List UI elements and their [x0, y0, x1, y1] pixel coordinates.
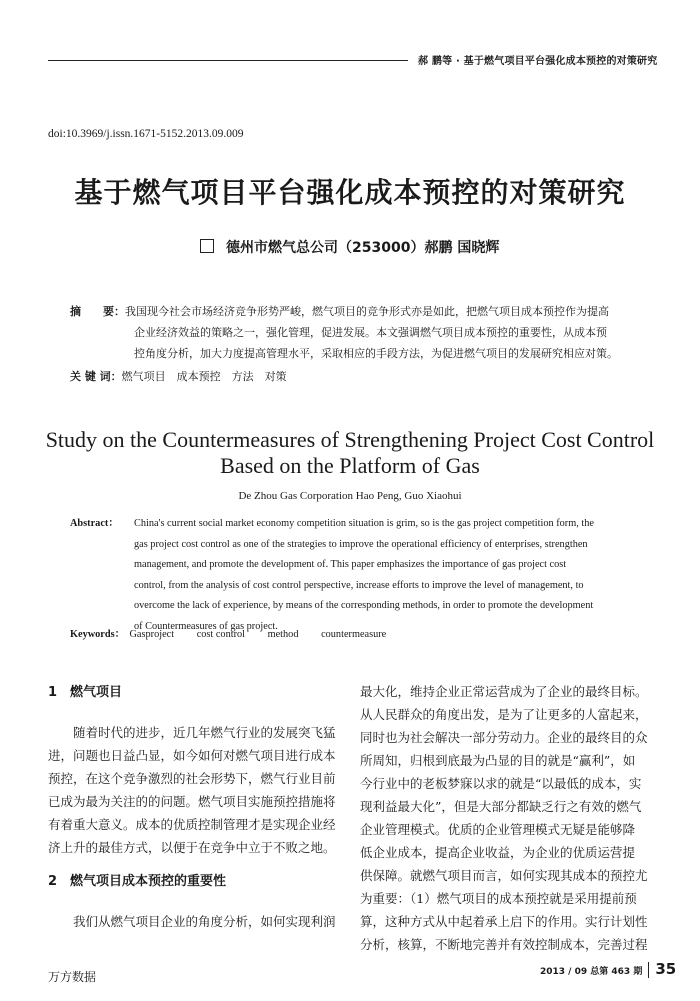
- body-line: 同时也为社会解决一部分劳动力。企业的最终目的众: [360, 730, 648, 745]
- abstract-cn-line: 控角度分析，加大力度提高管理水平，采取相应的手段方法，为促进燃气项目的发展研究相应对策。: [134, 347, 618, 360]
- body-line: 预控，在这个竞争激烈的社会形势下，燃气行业目前: [48, 771, 336, 786]
- left-column-paragraph-1: [48, 721, 340, 859]
- doi[interactable]: doi:10.3969/j.issn.1671-5152.2013.09.009: [48, 128, 244, 140]
- page-number: 35: [655, 960, 677, 978]
- abstract-en-line: overcome the lack of experience, by means of the corresponding methods, in order to promote the development: [134, 600, 594, 611]
- running-header: 郝 鹏等 · 基于燃气项目平台强化成本预控的对策研究: [418, 56, 658, 67]
- body-line: 所周知，归根到底最为凸显的目的就是“赢利”，如: [360, 753, 636, 768]
- body-line: 随着时代的进步，近几年燃气行业的发展突飞猛: [73, 725, 336, 740]
- byline-text: 德州市燃气总公司（253000）郝鹏 国晓辉: [226, 240, 500, 256]
- right-column: [360, 680, 656, 956]
- keywords-cn: [70, 366, 287, 387]
- square-bullet-icon: [200, 239, 214, 253]
- footer-page-info: [540, 960, 676, 978]
- title-en-line1: Study on the Countermeasures of Strengthening Project Cost Control: [45, 427, 655, 452]
- abstract-en-line: of Countermeasures of gas project.: [134, 620, 278, 632]
- abstract-en-line: gas project cost control as one of the strategies to improve the operational efficiency of enterprises, strengthen: [134, 538, 588, 550]
- footer-issue: 2013 / 09 总第 463 期: [540, 967, 643, 977]
- abstract-en-line: China's current social market economy competition situation is grim, so is the gas project competition form, the: [134, 518, 594, 529]
- abstract-en-line: management, and promote the development of. This paper emphasizes the importance of gas project cost: [134, 559, 567, 570]
- body-line: 低企业成本，提高企业收益，为企业的优质运营提: [360, 845, 636, 860]
- body-line: 现利益最大化”，但是大部分都缺乏行之有效的燃气: [360, 799, 642, 814]
- body-line: 已成为最为关注的的问题。燃气项目实施预控措施将: [48, 794, 336, 809]
- body-line: 供保障。就燃气项目而言，如何实现其成本的预控尤: [360, 868, 648, 883]
- keywords-en: [70, 625, 386, 646]
- abstract-cn: [70, 301, 609, 322]
- abstract-en-line: control, from the analysis of cost control perspective, increase efforts to improve the level of management, to: [134, 579, 584, 591]
- abstract-cn-line: 企业经济效益的策略之一，强化管理，促进发展。本文强调燃气项目成本预控的重要性，从成本预: [134, 326, 607, 339]
- body-line: 济上升的最佳方式，以便于在竞争中立于不败之地。: [48, 840, 336, 855]
- keywords-cn-label: 关 键 词：: [70, 370, 122, 383]
- abstract-cn-label: 摘 要：: [70, 305, 125, 318]
- byline: [200, 237, 499, 257]
- section-2-title: 2 燃气项目成本预控的重要性: [48, 874, 227, 889]
- body-line: 分析，核算，不断地完善并有效控制成本，完善过程: [360, 937, 648, 952]
- body-line: 企业管理模式。优质的企业管理模式无疑是能够降: [360, 822, 636, 837]
- body-line: 今行业中的老板梦寐以求的就是“以最低的成本，实: [360, 776, 642, 791]
- keywords-cn-text: 燃气项目 成本预控 方法 对策: [121, 370, 287, 383]
- body-line: 从人民群众的角度出发，是为了让更多的人富起来，: [360, 707, 648, 722]
- authors-en: De Zhou Gas Corporation Hao Peng, Guo Xiaohui: [238, 490, 462, 502]
- title-en-line2: Based on the Platform of Gas: [220, 453, 480, 478]
- keyword-item: cost control: [196, 629, 246, 640]
- footer-watermark: 万方数据: [48, 970, 97, 984]
- body-line: 有着重大意义。成本的优质控制管理才是实现企业经: [48, 817, 336, 832]
- keywords-en-label: Keywords：: [70, 629, 125, 640]
- body-line: 为重要：（1）燃气项目的成本预控就是采用提前预: [360, 891, 637, 906]
- left-column-paragraph-2: 我们从燃气项目企业的角度分析，如何实现利润: [73, 914, 336, 929]
- section-1-title: 1 燃气项目: [48, 685, 123, 700]
- abstract-en-body: [134, 514, 654, 637]
- abstract-en-label: Abstract：: [70, 518, 119, 529]
- keyword-item: method: [267, 629, 299, 640]
- abstract-cn-line: 我国现今社会市场经济竞争形势严峻，燃气项目的竞争形式亦是如此，把燃气项目成本预控作为提高: [125, 305, 609, 318]
- body-line: 最大化，维持企业正常运营成为了企业的最终目标。: [360, 684, 648, 699]
- title-en: [0, 427, 700, 479]
- keyword-item: countermeasure: [321, 629, 387, 640]
- title-cn: 基于燃气项目平台强化成本预控的对策研究: [74, 176, 626, 209]
- body-line: 算，这种方式从中起着承上启下的作用。实行计划性: [360, 914, 648, 929]
- body-line: 进，问题也日益凸显，如今如何对燃气项目进行成本: [48, 748, 336, 763]
- header-rule: [48, 60, 408, 61]
- page-separator: [648, 962, 649, 978]
- keyword-item: Gasproject: [129, 629, 175, 640]
